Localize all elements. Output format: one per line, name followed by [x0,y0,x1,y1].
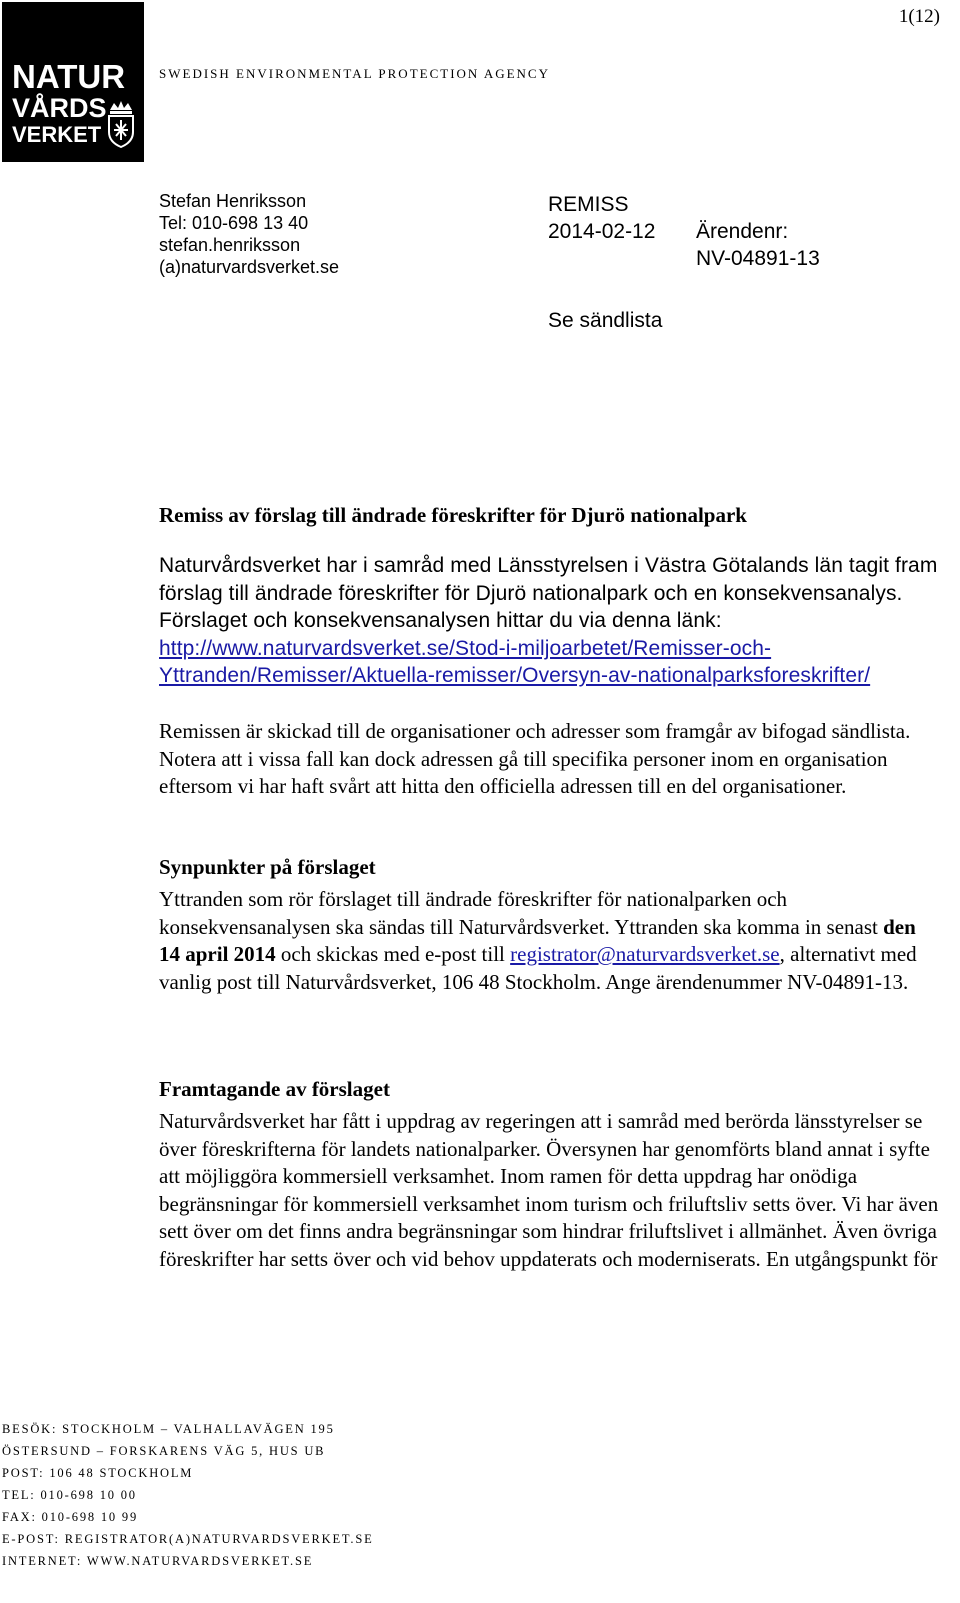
section-heading-framtagande: Framtagande av förslaget [159,1077,390,1101]
distribution-paragraph: Remissen är skickad till de organisationer och adresser som framgår av bifogad sändlista. Notera att i vissa fall kan dock adressen gå till specifika personer inom en organisation eftersom vi har haft svårt att hitta den officiella adressen till en del organisationer. [159,719,911,798]
document-type: REMISS [548,193,629,216]
footer-tel: TEL: 010-698 10 00 [2,1488,137,1502]
agency-name: SWEDISH ENVIRONMENTAL PROTECTION AGENCY [159,66,550,81]
logo-line-1: NATUR [12,58,126,95]
recipients-note: Se sändlista [548,309,663,332]
crown-shield-icon [106,100,136,148]
intro-paragraph [159,552,939,690]
case-label: Ärendenr: [696,220,789,243]
footer-internet: INTERNET: WWW.NATURVARDSVERKET.SE [2,1554,314,1568]
contact-email-1: stefan.henriksson [159,235,301,255]
case-number-block [696,218,820,272]
contact-block [159,190,339,278]
footer-visit: BESÖK: STOCKHOLM – VALHALLAVÄGEN 195 [2,1422,335,1436]
section-heading-synpunkter: Synpunkter på förslaget [159,855,376,879]
contact-tel: Tel: 010-698 13 40 [159,213,309,233]
registrator-email-link[interactable]: registrator@naturvardsverket.se [510,942,780,966]
framtagande-paragraph: Naturvårdsverket har fått i uppdrag av regeringen att i samråd med berörda länsstyrelser se över föreskrifterna för landets nationalparker. Översynen har genomförts bland annat i syfte att möjliggöra kommersiell verksamhet. Inom ramen för detta uppdrag har onödiga begränsningar för kommersiell verksamhet inom turism och friluftsliv setts över. Vi har även sett över om det finns andra begränsningar som hindrar friluftslivet i allmänhet. Även övriga föreskrifter har setts över och vid behov uppdaterats och moderniserats. En utgångspunkt för [159,1109,939,1271]
contact-name: Stefan Henriksson [159,191,307,211]
contact-email-2: (a)naturvardsverket.se [159,257,340,277]
document-title: Remiss av förslag till ändrade föreskrifter för Djurö nationalpark [159,503,747,527]
synpunkter-paragraph: Yttranden som rör förslaget till ändrade föreskrifter för nationalparken och konsekvensanalysen ska sändas till Naturvårdsverket. Yttranden ska komma in senast den 14 april 2014 och skickas med e-post till registrator@naturvardsverket.se, alternativt med vanlig post till Naturvårdsverket, 106 48 Stockholm. Ange ärendenummer NV-04891-13. [159,887,917,994]
page-number: 1(12) [898,6,940,27]
remiss-link[interactable]: http://www.naturvardsverket.se/Stod-i-miljoarbetet/Remisser-och- Yttranden/Remisser/Aktuella-remisser/Oversyn-av-nationalparksforeskrifter/ [159,636,871,687]
logo-line-2: VÅRDS [12,93,107,123]
intro-text: Naturvårdsverket har i samråd med Länsstyrelsen i Västra Götalands län tagit fram förslag till ändrade föreskrifter för Djurö nationalpark och en konsekvensanalys. Förslaget och konsekvensanalysen hittar du via denna länk: [159,554,938,632]
case-number: NV-04891-13 [696,247,820,270]
document-date: 2014-02-12 [548,220,656,243]
footer-ostersund: ÖSTERSUND – FORSKARENS VÄG 5, HUS UB [2,1444,326,1458]
footer-post: POST: 106 48 STOCKHOLM [2,1466,194,1480]
document-type-block [548,191,655,245]
deadline: den 14 april 2014 [159,914,916,966]
footer-fax: FAX: 010-698 10 99 [2,1510,138,1524]
naturvardsverket-logo [2,2,144,162]
logo-line-3: VERKET [12,122,102,147]
footer-epost: E-POST: REGISTRATOR(A)NATURVARDSVERKET.SE [2,1532,374,1546]
footer-address-block [2,1418,374,1572]
